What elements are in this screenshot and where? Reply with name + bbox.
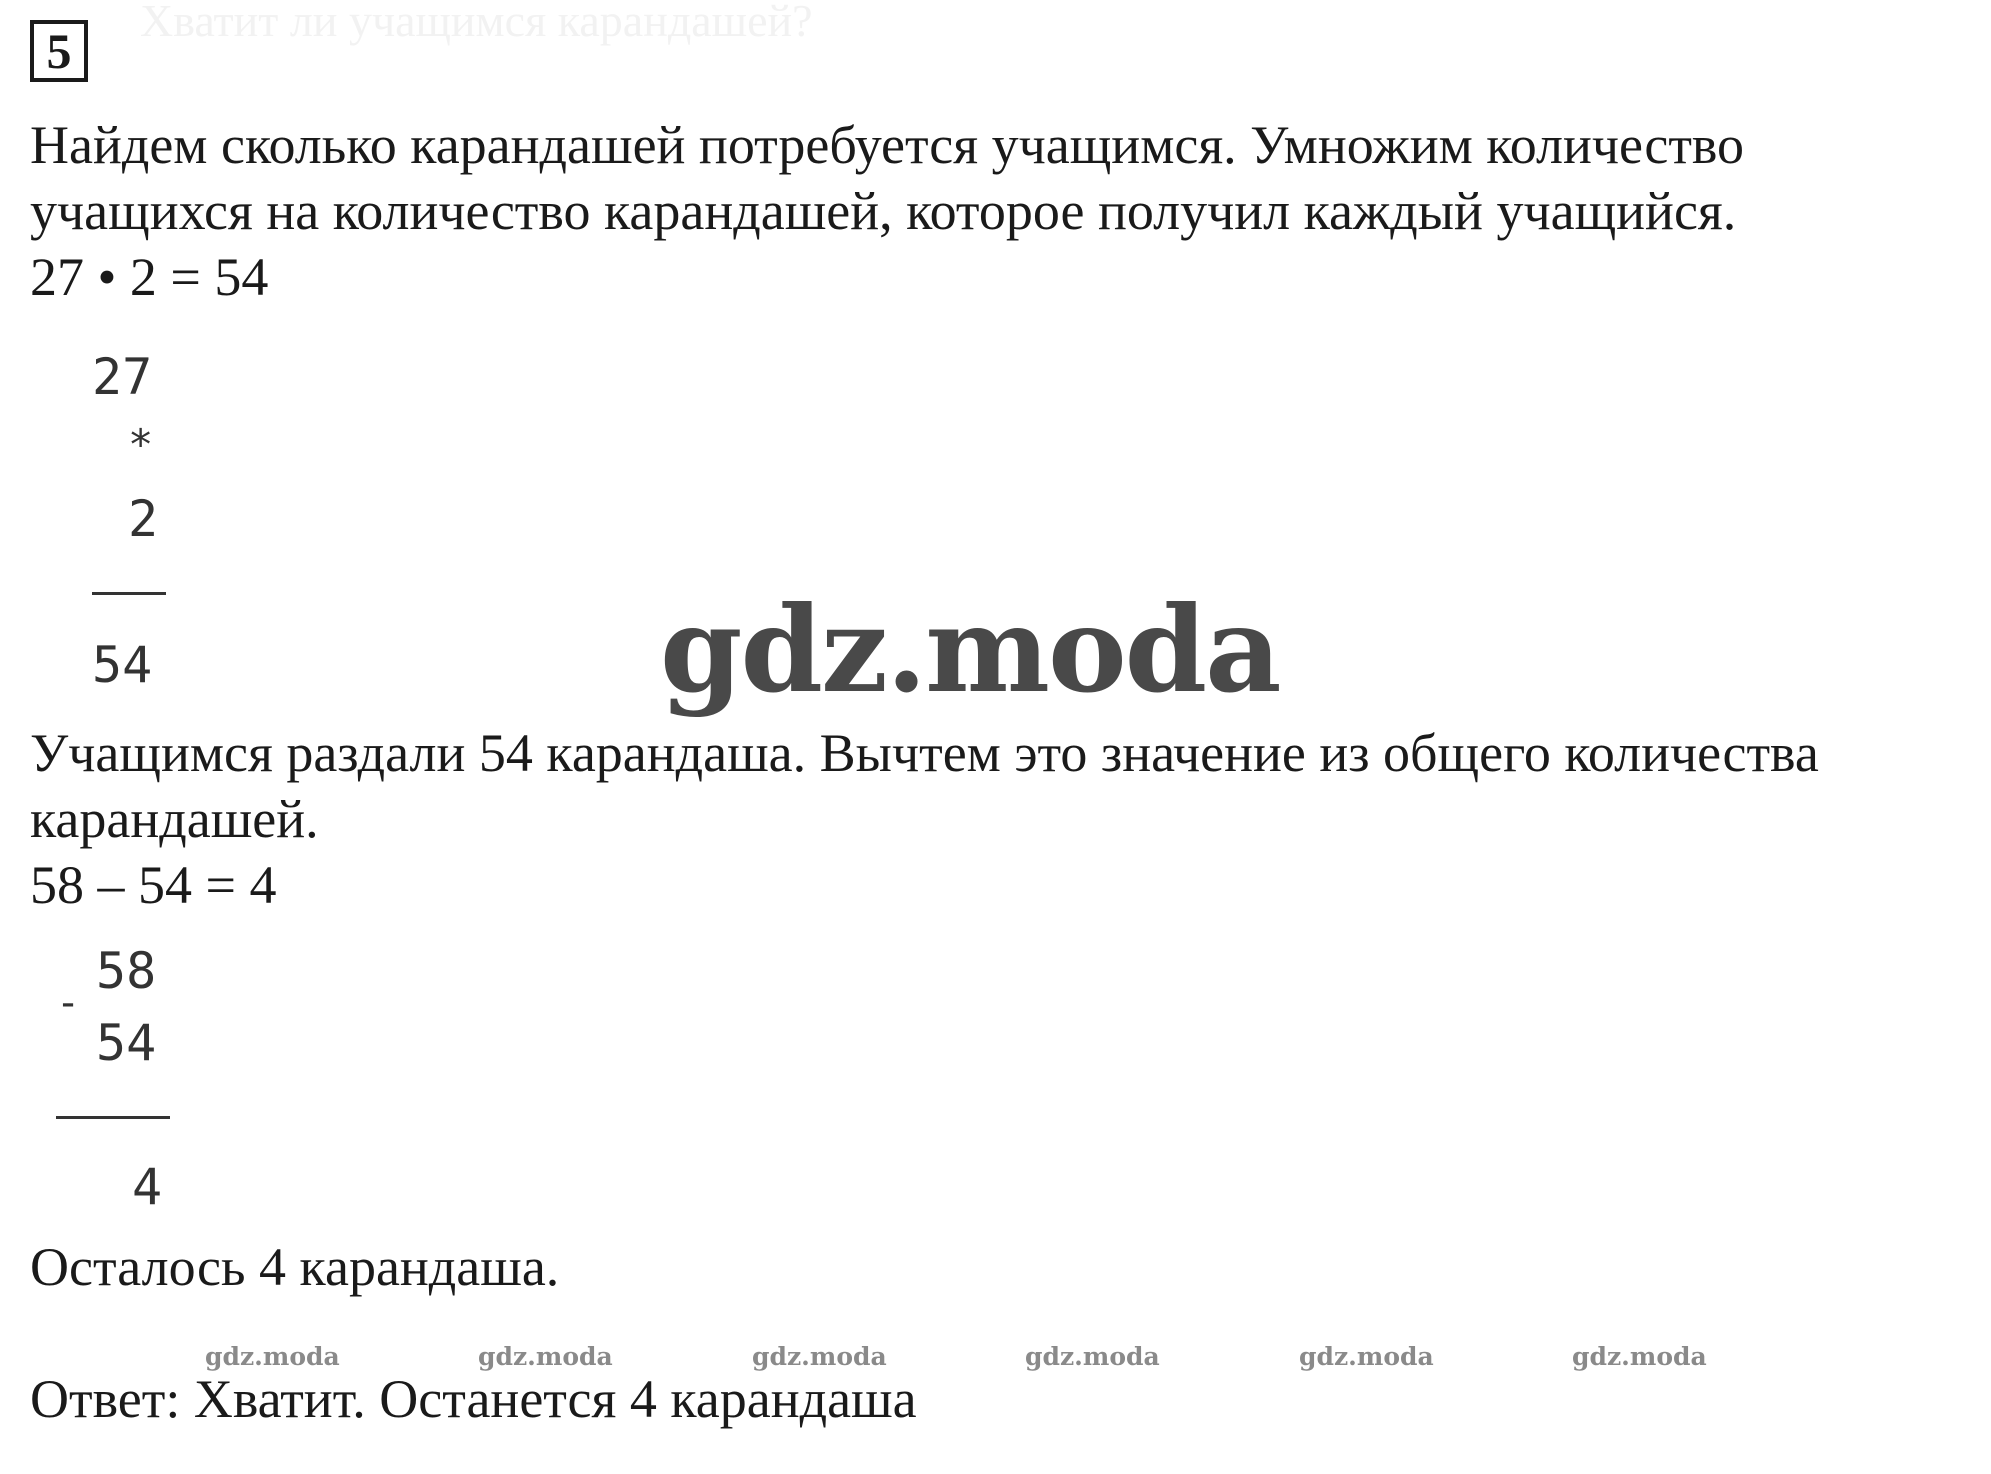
multiplication-result-line — [92, 592, 166, 595]
paragraph2-line1: Учащимся раздали 54 карандаша. Вычтем это значение из общего количества — [30, 723, 1819, 783]
subtraction-top-operand: 58 — [96, 942, 157, 1000]
multiplication-top-operand: 27 — [92, 348, 153, 406]
subtraction-bottom-operand: 54 — [96, 1014, 157, 1072]
multiplication-bottom-operand: 2 — [128, 490, 159, 548]
task-number-badge: 5 — [30, 20, 88, 82]
multiplication-result: 54 — [92, 636, 153, 694]
multiplication-operator: * — [128, 420, 154, 469]
watermark-small: gdz.moda — [752, 1342, 887, 1371]
watermark-small: gdz.moda — [1299, 1342, 1434, 1371]
watermark-logo: gdz.moda — [660, 580, 1280, 719]
watermark-small: gdz.moda — [1572, 1342, 1707, 1371]
header-ghost-text: Хватит ли учащимся карандашей? — [140, 0, 813, 46]
answer-text: Ответ: Хватит. Останется 4 карандаша — [30, 1369, 917, 1429]
multiplication-equation: 27 • 2 = 54 — [30, 247, 269, 307]
conclusion-text: Осталось 4 карандаша. — [30, 1237, 560, 1297]
paragraph2-line2: карандашей. — [30, 789, 319, 849]
paragraph1-line2: учащихся на количество карандашей, которое получил каждый учащийся. — [30, 181, 1737, 241]
subtraction-result-line — [56, 1116, 170, 1119]
subtraction-operator: - — [56, 980, 81, 1026]
watermark-small: gdz.moda — [478, 1342, 613, 1371]
subtraction-equation: 58 – 54 = 4 — [30, 855, 277, 915]
watermark-small: gdz.moda — [1025, 1342, 1160, 1371]
watermark-small: gdz.moda — [205, 1342, 340, 1371]
subtraction-result: 4 — [132, 1158, 163, 1216]
paragraph1-line1: Найдем сколько карандашей потребуется учащимся. Умножим количество — [30, 115, 1745, 175]
